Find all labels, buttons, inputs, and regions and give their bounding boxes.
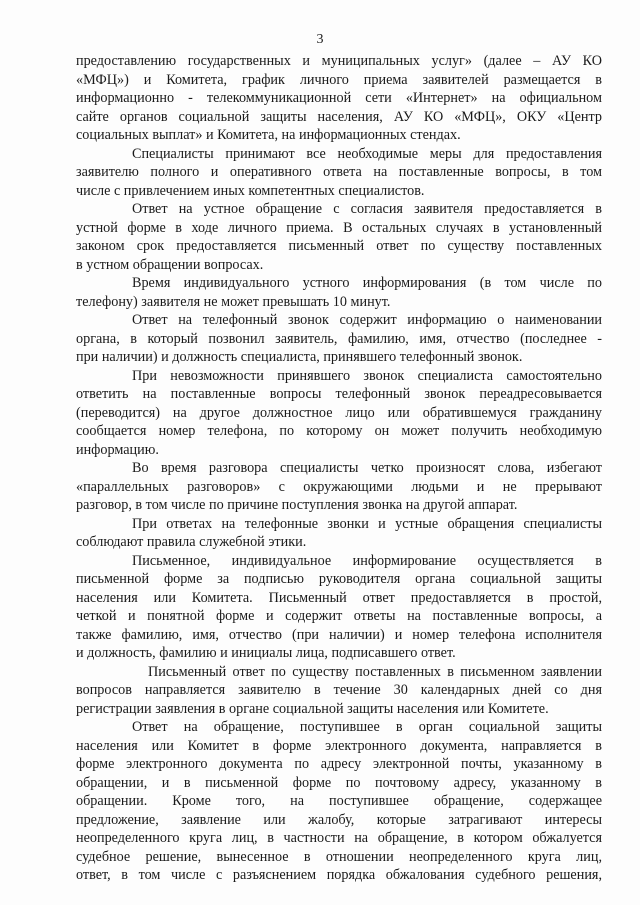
text-line: разговор, в том числе по причине поступления звонка на другой аппарат.	[76, 497, 518, 513]
text-line: и должность, фамилию и инициалы лица, подписавшего ответ.	[76, 645, 456, 661]
text-line: органа, в который позвонил заявитель, фамилию, имя, отчество (последнее -	[76, 330, 602, 347]
text-line: телефону) заявителя не может превышать 10 минут.	[76, 293, 391, 310]
text-line: населения или Комитета. Письменный ответ предоставляется в простой,	[76, 589, 602, 606]
text-line: (переводится) на другое должностное лицо или обратившемуся гражданину	[76, 404, 602, 421]
text-line: информацию.	[76, 441, 159, 458]
text-line: населения или Комитет в форме электронного документа, направляется в	[76, 737, 602, 754]
text-line: четкой и понятной форме и содержит ответы на поставленные вопросы, а	[76, 608, 602, 624]
text-line: соблюдают правила служебной этики.	[76, 534, 307, 550]
page-number: 3	[316, 32, 324, 47]
text-line: при наличии) и должность специалиста, принявшего телефонный звонок.	[76, 349, 523, 365]
text-line: обращении. Кроме того, на поступившее обращение, содержащее	[76, 793, 602, 809]
text-line: устной форме в ходе личного приема. В остальных случаях в установленный	[76, 219, 602, 236]
text-line: При ответах на телефонные звонки и устные обращения специалисты	[132, 515, 602, 532]
text-line: также фамилию, имя, отчество (при наличии) и номер телефона исполнителя	[76, 626, 602, 643]
text-line: вопросов направляется заявителю в течение 30 календарных дней со дня	[76, 682, 602, 698]
text-line: предложение, заявление или жалобу, которые затрагивают интересы	[76, 811, 602, 828]
text-line: Ответ на телефонный звонок содержит информацию о наименовании	[132, 312, 602, 328]
text-line: информационно - телекоммуникационной сети «Интернет» на официальном	[76, 90, 602, 106]
text-line: законом срок предоставляется письменный ответ по существу поставленных	[76, 238, 602, 254]
body-text	[76, 52, 602, 885]
text-line: Время индивидуального устного информирования (в том числе по	[132, 275, 602, 291]
text-line: письменной форме за подписью руководителя органа социальной защиты	[76, 571, 602, 587]
text-line: предоставлению государственных и муниципальных услуг» (далее – АУ КО	[76, 53, 602, 69]
text-line: Ответ на устное обращение с согласия заявителя предоставляется в	[132, 201, 602, 217]
text-line: заявителю полного и оперативного ответа на поставленные вопросы, в том	[76, 164, 602, 180]
text-line: Специалисты принимают все необходимые меры для предоставления	[132, 145, 602, 162]
text-line: «параллельных разговоров» с окружающими людьми и не прерывают	[76, 478, 602, 495]
text-line: числе с привлечением иных компетентных специалистов.	[76, 182, 425, 199]
text-line: неопределенного круга лиц, в частности на обращение, в котором обжалуется	[76, 830, 602, 846]
text-line: При невозможности принявшего звонок специалиста самостоятельно	[132, 367, 602, 384]
text-line: форме электронного документа по адресу электронной почты, указанному в	[76, 756, 602, 772]
text-line: ответ, в том числе с разъяснением порядка обжалования судебного решения,	[76, 867, 602, 883]
text-line: ответить на поставленные вопросы телефонный звонок переадресовывается	[76, 386, 602, 402]
text-line: в устном обращении вопросах.	[76, 256, 264, 273]
text-line: Ответ на обращение, поступившее в орган социальной защиты	[132, 719, 602, 735]
text-line: обращении, и в письменной форме по почтовому адресу, указанному в	[76, 774, 602, 791]
text-line: Во время разговора специалисты четко произносят слова, избегают	[132, 460, 602, 476]
text-line: социальных выплат» и Комитета, на информационных стендах.	[76, 127, 461, 143]
text-line: сайте органов социальной защиты населения, АУ КО «МФЦ», ОКУ «Центр	[76, 108, 602, 125]
text-line: регистрации заявления в органе социальной защиты населения или Комитете.	[76, 700, 549, 717]
text-line: Письменный ответ по существу поставленных в письменном заявлении	[148, 663, 602, 680]
text-line: судебное решение, вынесенное в отношении неопределенного круга лиц,	[76, 848, 602, 865]
text-line: «МФЦ») и Комитета, график личного приема заявителей размещается в	[76, 71, 602, 88]
text-line: Письменное, индивидуальное информирование осуществляется в	[132, 552, 602, 569]
text-line: сообщается номер телефона, по которому он может получить необходимую	[76, 423, 602, 439]
